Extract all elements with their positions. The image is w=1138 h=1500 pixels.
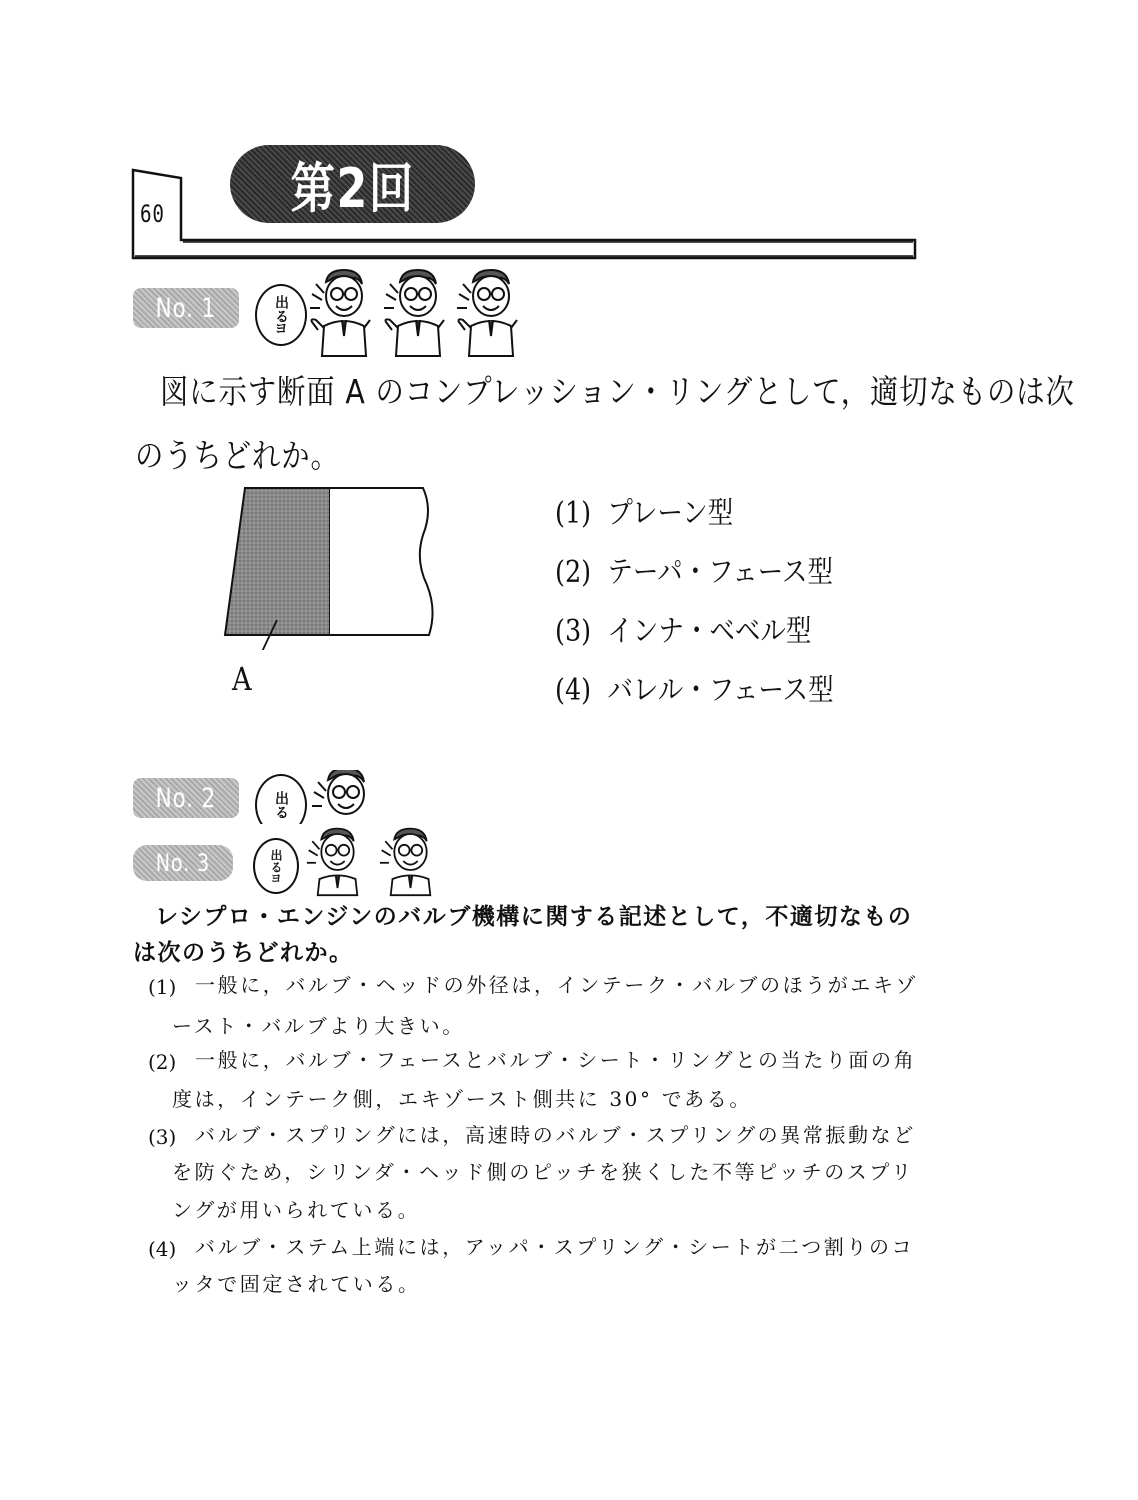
question-3-choice-2-line-2: 度は，インテーク側，エキゾースト側共に 30° である。 bbox=[172, 1087, 752, 1111]
question-1-number-badge bbox=[133, 288, 239, 328]
question-3-stem-line-1: レシプロ・エンジンのバルブ機構に関する記述として，不適切なもの bbox=[155, 904, 913, 930]
question-2-number-badge bbox=[133, 778, 239, 818]
question-1-number: No. 1 bbox=[155, 292, 217, 324]
question-3-choice-3-number: (3) bbox=[148, 1125, 177, 1149]
choice-number: (1) bbox=[555, 496, 592, 531]
ring-cross-section-figure bbox=[215, 480, 445, 650]
question-3-choice-3-line-2: を防ぐため，シリンダ・ヘッド側のピッチを狭くした不等ピッチのスプリ bbox=[172, 1160, 914, 1184]
question-3-number-badge bbox=[133, 845, 233, 881]
question-3-choice-4-number: (4) bbox=[148, 1237, 177, 1261]
frequency-marker-yo: ヨ bbox=[274, 321, 288, 337]
choice-text: プレーン型 bbox=[607, 496, 734, 531]
mascot-icon bbox=[378, 825, 434, 897]
question-3-choice-3-line-3: ングが用いられている。 bbox=[172, 1198, 421, 1222]
question-1-choice-3 bbox=[555, 606, 811, 650]
question-3-choice-2-line-1: 一般に，バルブ・フェースとバルブ・シート・リングとの当たり面の角 bbox=[195, 1048, 917, 1072]
mascot-icon bbox=[382, 266, 444, 358]
question-3-choice-1-line-2: ースト・バルブより大きい。 bbox=[172, 1014, 465, 1038]
frequency-marker-bubble bbox=[255, 774, 307, 824]
frequency-marker-text: 出る bbox=[269, 848, 283, 873]
frequency-marker-bubble bbox=[253, 838, 299, 894]
question-3-choice-1-line-1: 一般に，バルブ・ヘッドの外径は，インテーク・バルブのほうがエキゾ bbox=[195, 973, 919, 997]
question-3-number: No. 3 bbox=[155, 849, 211, 877]
question-1-stem-line-2: のうちどれか。 bbox=[135, 436, 340, 475]
choice-number: (4) bbox=[555, 673, 592, 708]
question-3-choice-3-line-1: バルブ・スプリングには，高速時のバルブ・スプリングの異常振動など bbox=[195, 1123, 916, 1147]
figure-label-a: A bbox=[232, 660, 252, 698]
question-3-stem-line-2: は次のうちどれか。 bbox=[133, 940, 354, 966]
page-number: 60 bbox=[140, 200, 165, 228]
question-2-header bbox=[120, 770, 620, 824]
question-1-choice-4 bbox=[555, 665, 834, 709]
question-3-choice-4-line-2: ッタで固定されている。 bbox=[172, 1272, 421, 1296]
question-3-choice-2-number: (2) bbox=[148, 1050, 177, 1074]
question-1-stem-line-1: 図に示す断面 A のコンプレッション・リングとして，適切なものは次 bbox=[160, 372, 1075, 411]
choice-number: (3) bbox=[555, 614, 592, 649]
mascot-icon bbox=[455, 266, 517, 358]
header-frame bbox=[0, 0, 1138, 270]
mascot-icon bbox=[305, 825, 361, 897]
frequency-marker-bubble bbox=[255, 284, 307, 346]
choice-number: (2) bbox=[555, 555, 592, 590]
question-3-choice-1-number: (1) bbox=[148, 975, 177, 999]
chapter-title-pill bbox=[230, 145, 475, 223]
question-1-choice-2 bbox=[555, 547, 833, 591]
frequency-marker-text: 出る bbox=[273, 791, 289, 819]
choice-text: バレル・フェース型 bbox=[607, 673, 834, 708]
mascot-icon bbox=[310, 770, 372, 824]
question-2-number: No. 2 bbox=[155, 782, 217, 814]
frequency-marker-text: 出る bbox=[273, 294, 289, 323]
chapter-title: 第2回 bbox=[290, 156, 415, 220]
frequency-marker-yo: ヨ bbox=[270, 871, 282, 885]
choice-text: テーパ・フェース型 bbox=[607, 555, 834, 590]
choice-text: インナ・ベベル型 bbox=[607, 614, 812, 649]
question-1-choice-1 bbox=[555, 488, 733, 532]
mascot-icon bbox=[308, 266, 370, 358]
question-3-choice-4-line-1: バルブ・ステム上端には，アッパ・スプリング・シートが二つ割りのコ bbox=[195, 1235, 915, 1259]
